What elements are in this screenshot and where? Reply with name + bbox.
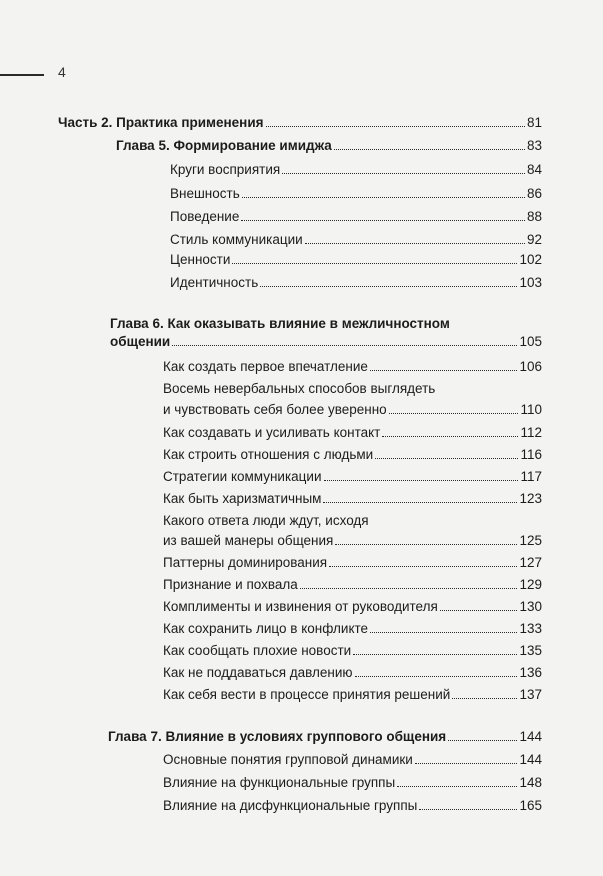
toc-entry-title: Стиль коммуникации — [170, 232, 303, 247]
leader-dots — [282, 173, 525, 174]
toc-entry — [163, 751, 542, 768]
toc-entry — [163, 598, 542, 615]
toc-entry — [170, 161, 542, 178]
toc-entry-title: Глава 7. Влияние в условиях группового общения — [108, 729, 447, 744]
toc-entry-page: 103 — [519, 275, 542, 290]
leader-dots — [324, 480, 519, 481]
leader-dots — [389, 413, 519, 414]
toc-entry-page: 92 — [526, 232, 542, 247]
toc-entry — [170, 231, 542, 248]
toc-entry-page: 165 — [519, 798, 542, 813]
leader-dots — [260, 286, 517, 287]
toc-entry-title: Как сохранить лицо в конфликте — [163, 621, 369, 636]
toc-entry-title: из вашей манеры общения — [163, 533, 334, 548]
toc-entry-title: Глава 5. Формирование имиджа — [116, 138, 332, 153]
toc-entry-title: Как сообщать плохие новости — [163, 643, 352, 658]
toc-entry-page: 129 — [519, 577, 542, 592]
toc-entry — [163, 358, 542, 375]
toc-entry-title: общении — [110, 334, 171, 349]
toc-entry-page: 105 — [519, 334, 542, 349]
toc-entry — [170, 251, 542, 268]
toc-entry — [163, 642, 542, 659]
toc-entry-part2 — [58, 114, 542, 131]
toc-entry — [163, 664, 542, 681]
leader-dots — [355, 676, 518, 677]
toc-entry-page: 112 — [520, 425, 542, 440]
toc-entry-page: 117 — [520, 469, 542, 484]
toc-entry — [163, 532, 542, 549]
toc-entry — [163, 774, 542, 791]
toc-entry-title: Часть 2. Практика применения — [58, 115, 264, 130]
leader-dots — [323, 502, 517, 503]
toc-entry-title: Поведение — [170, 209, 240, 224]
leader-dots — [419, 809, 517, 810]
toc-entry-page: 125 — [519, 533, 542, 548]
leader-dots — [242, 197, 525, 198]
toc-entry — [170, 185, 542, 202]
toc-entry-title: Влияние на дисфункциональные группы — [163, 798, 418, 813]
toc-entry-page: 144 — [519, 729, 542, 744]
toc-entry — [170, 208, 542, 225]
leader-dots — [329, 566, 517, 567]
toc-entry-page: 102 — [519, 252, 542, 267]
leader-dots — [370, 370, 518, 371]
toc-entry-page: 81 — [526, 115, 542, 130]
leader-dots — [300, 588, 518, 589]
toc-entry-page: 88 — [526, 209, 542, 224]
toc-entry-title: Как себя вести в процессе принятия решений — [163, 687, 451, 702]
toc-entry-page: 135 — [519, 643, 542, 658]
toc-entry-page: 148 — [519, 775, 542, 790]
toc-entry-title: Как строить отношения с людьми — [163, 447, 374, 462]
toc-entry — [163, 490, 542, 507]
leader-dots — [375, 458, 518, 459]
toc-entry-page: 123 — [519, 491, 542, 506]
toc-entry — [163, 620, 542, 637]
leader-dots — [382, 436, 518, 437]
toc-entry-title: Стратегии коммуникации — [163, 469, 322, 484]
toc-entry-page: 110 — [520, 402, 542, 417]
toc-entry-title: Влияние на функциональные группы — [163, 775, 396, 790]
header-rule — [0, 74, 44, 76]
toc-entry-chapter6 — [110, 333, 542, 350]
leader-dots — [397, 786, 517, 787]
toc-entry-chapter7 — [108, 728, 542, 745]
toc-entry-title: Основные понятия групповой динамики — [163, 752, 413, 767]
toc-entry-page: 136 — [519, 665, 542, 680]
toc-entry-title-line1: Восемь невербальных способов выглядеть — [163, 381, 436, 396]
leader-dots — [335, 544, 517, 545]
toc-chapter6-title-line1: Глава 6. Как оказывать влияние в межличностном — [110, 316, 450, 331]
toc-entry — [170, 274, 542, 291]
toc-entry-title: Как не поддаваться давлению — [163, 665, 353, 680]
leader-dots — [452, 698, 517, 699]
leader-dots — [334, 149, 525, 150]
leader-dots — [305, 243, 525, 244]
toc-entry-title: Признание и похвала — [163, 577, 298, 592]
toc-entry — [163, 686, 542, 703]
toc-entry-page: 133 — [519, 621, 542, 636]
toc-entry — [163, 446, 542, 463]
toc-entry-title: Внешность — [170, 186, 240, 201]
toc-entry-title: Идентичность — [170, 275, 259, 290]
toc-entry-page: 106 — [519, 359, 542, 374]
toc-entry-page: 116 — [520, 447, 542, 462]
leader-dots — [172, 345, 517, 346]
toc-entry — [163, 554, 542, 571]
leader-dots — [415, 763, 518, 764]
toc-entry — [163, 424, 542, 441]
toc-entry — [163, 401, 542, 418]
toc-entry-title: Комплименты и извинения от руководителя — [163, 599, 438, 614]
toc-entry — [163, 797, 542, 814]
leader-dots — [241, 220, 525, 221]
toc-entry-title: Ценности — [170, 252, 231, 267]
page-number: 4 — [58, 64, 66, 80]
leader-dots — [266, 126, 525, 127]
leader-dots — [448, 740, 517, 741]
toc-entry-page: 83 — [526, 138, 542, 153]
leader-dots — [370, 632, 517, 633]
leader-dots — [440, 610, 518, 611]
leader-dots — [353, 654, 517, 655]
leader-dots — [232, 263, 517, 264]
toc-entry — [163, 468, 542, 485]
toc-entry-page: 86 — [526, 186, 542, 201]
toc-entry-title-line1: Какого ответа люди ждут, исходя — [163, 513, 369, 528]
toc-entry-title: Круги восприятия — [170, 162, 281, 177]
toc-entry-page: 130 — [519, 599, 542, 614]
toc-entry-title: Как создавать и усиливать контакт — [163, 425, 381, 440]
toc-entry — [163, 576, 542, 593]
toc-entry-title: Как создать первое впечатление — [163, 359, 368, 374]
toc-entry-page: 127 — [519, 555, 542, 570]
toc-entry-title: и чувствовать себя более уверенно — [163, 402, 387, 417]
toc-entry-chapter5 — [116, 137, 542, 154]
toc-entry-page: 84 — [526, 162, 542, 177]
toc-entry-title: Как быть харизматичным — [163, 491, 322, 506]
toc-entry-title: Паттерны доминирования — [163, 555, 328, 570]
toc-entry-page: 137 — [519, 687, 542, 702]
toc-entry-page: 144 — [519, 752, 542, 767]
